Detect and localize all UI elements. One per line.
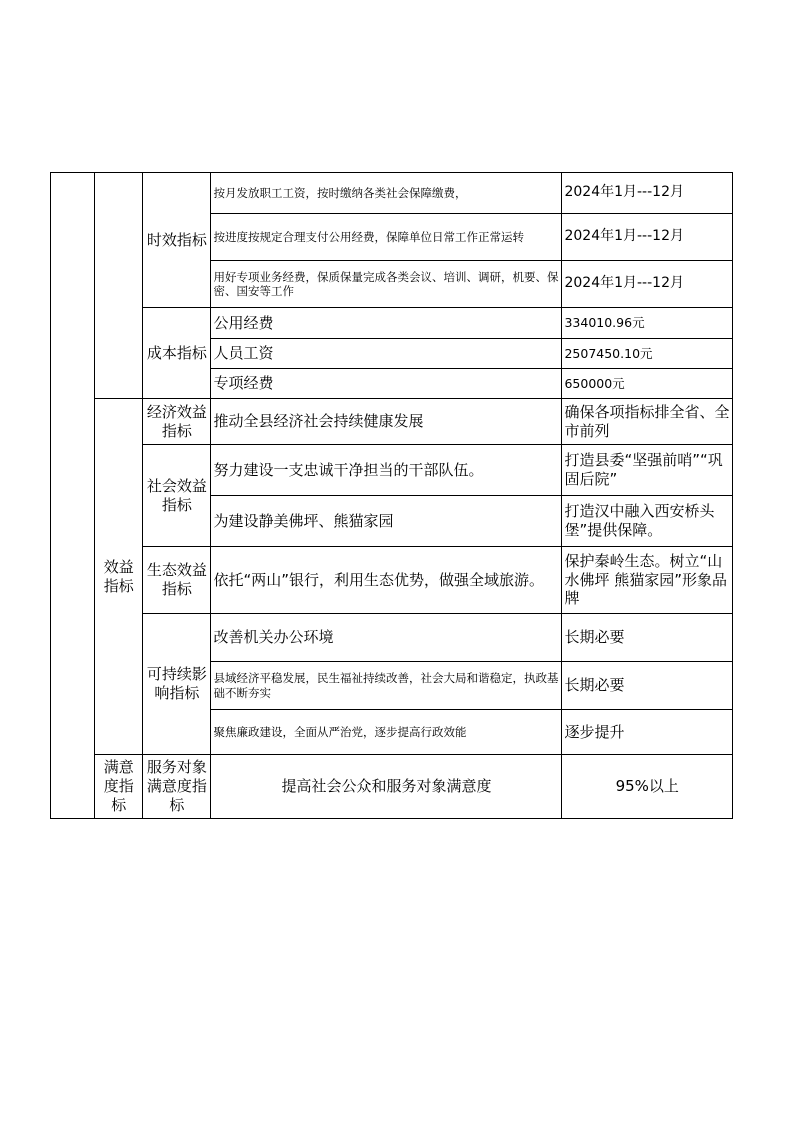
table-row <box>51 755 733 819</box>
indicator-content: 依托“两山”银行，利用生态优势，做强全域旅游。 <box>211 547 562 614</box>
indicator-target: 逐步提升 <box>562 710 733 755</box>
indicator-target: 打造汉中融入西安桥头堡”提供保障。 <box>562 496 733 547</box>
output-subcategory-cell <box>95 173 143 399</box>
indicator-content: 按月发放职工工资，按时缴纳各类社会保障缴费， <box>211 173 562 214</box>
group-service: 服务对象满意度指标 <box>143 755 211 819</box>
indicator-target: 2507450.10元 <box>562 339 733 369</box>
group-sustainable: 可持续影响指标 <box>143 614 211 755</box>
indicator-target: 2024年1月---12月 <box>562 173 733 214</box>
table-row <box>51 614 733 662</box>
table-row <box>51 308 733 339</box>
indicator-target: 保护秦岭生态。树立“山水佛坪 熊猫家园”形象品牌 <box>562 547 733 614</box>
category-satisfaction: 满意度指标 <box>95 755 143 819</box>
indicator-content: 聚焦廉政建设，全面从严治党，逐步提高行政效能 <box>211 710 562 755</box>
indicator-content: 县域经济平稳发展，民生福祉持续改善，社会大局和谐稳定，执政基础不断夯实 <box>211 662 562 710</box>
group-economic: 经济效益指标 <box>143 399 211 445</box>
indicator-content: 公用经费 <box>211 308 562 339</box>
indicator-target: 打造县委“坚强前哨”“巩固后院” <box>562 445 733 496</box>
indicator-target: 2024年1月---12月 <box>562 214 733 261</box>
indicator-content: 按进度按规定合理支付公用经费，保障单位日常工作正常运转 <box>211 214 562 261</box>
indicator-target: 95%以上 <box>562 755 733 819</box>
indicator-content: 努力建设一支忠诚干净担当的干部队伍。 <box>211 445 562 496</box>
indicator-target: 长期必要 <box>562 662 733 710</box>
table-row <box>51 547 733 614</box>
table-row <box>51 173 733 214</box>
indicator-target: 长期必要 <box>562 614 733 662</box>
category-benefit: 效益指标 <box>95 399 143 755</box>
table-row <box>51 399 733 445</box>
indicator-target: 2024年1月---12月 <box>562 261 733 308</box>
group-cost: 成本指标 <box>143 308 211 399</box>
indicator-content: 为建设静美佛坪、熊猫家园 <box>211 496 562 547</box>
performance-indicator-table <box>50 172 733 819</box>
indicator-content: 推动全县经济社会持续健康发展 <box>211 399 562 445</box>
indicator-target: 确保各项指标排全省、全市前列 <box>562 399 733 445</box>
indicator-content: 提高社会公众和服务对象满意度 <box>211 755 562 819</box>
group-ecological: 生态效益指标 <box>143 547 211 614</box>
group-timeliness: 时效指标 <box>143 173 211 308</box>
table-row <box>51 445 733 496</box>
output-category-cell <box>51 173 95 819</box>
indicator-content: 人员工资 <box>211 339 562 369</box>
indicator-target: 334010.96元 <box>562 308 733 339</box>
group-social: 社会效益指标 <box>143 445 211 547</box>
indicator-target: 650000元 <box>562 369 733 399</box>
indicator-content: 改善机关办公环境 <box>211 614 562 662</box>
indicator-content: 用好专项业务经费，保质保量完成各类会议、培训、调研，机要、保密、国安等工作 <box>211 261 562 308</box>
indicator-content: 专项经费 <box>211 369 562 399</box>
